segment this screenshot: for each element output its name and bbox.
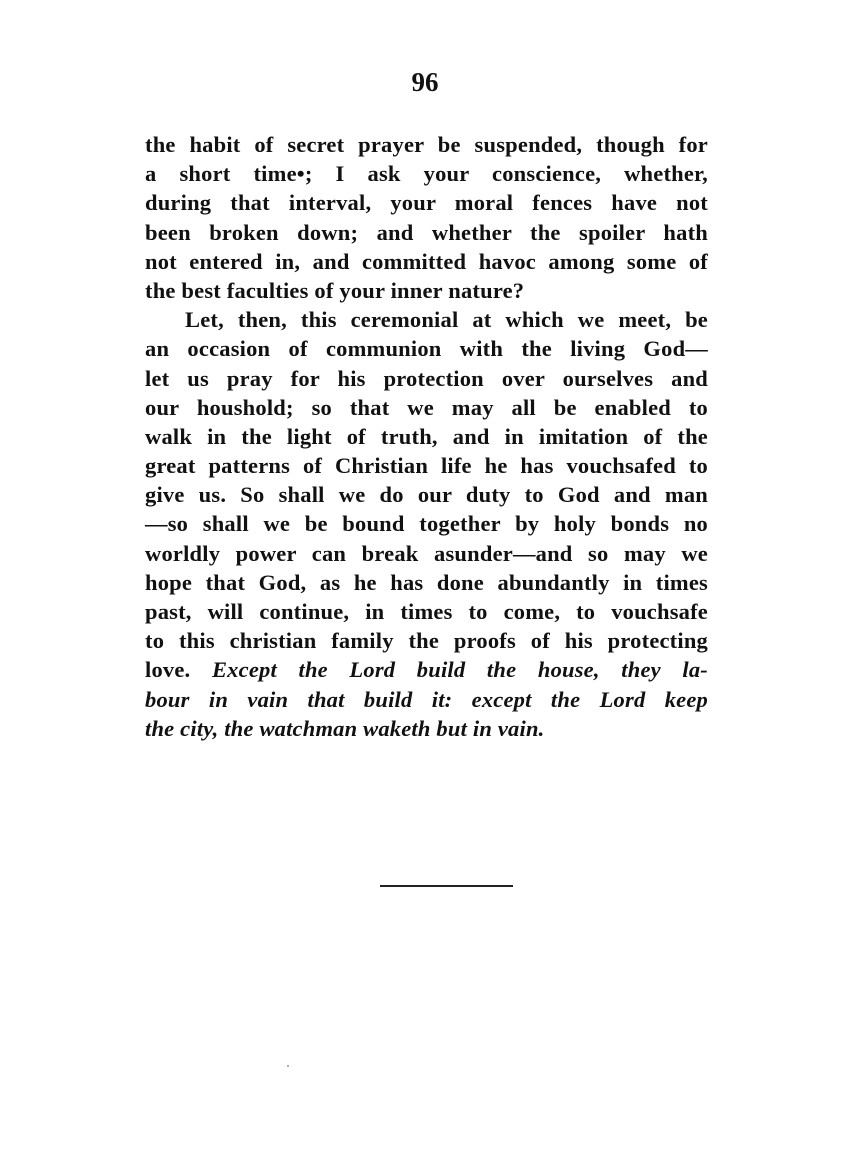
text-line: the best faculties of your inner nature? (145, 277, 525, 303)
italic-line: bour in vain that build it: except the Lord keep (145, 686, 708, 712)
text-line: been broken down; and whether the spoiler hath (145, 219, 708, 245)
text-line: let us pray for his protection over ourselves and (145, 365, 708, 391)
text-line: great patterns of Christian life he has vouchsafed to (145, 453, 708, 479)
text-line: the habit of secret prayer be suspended, though for (145, 132, 708, 157)
text-line: —so shall we be bound together by holy bonds no (145, 511, 708, 537)
section-divider-rule (380, 885, 513, 887)
text-line: past, will continue, in times to come, to vouchsafe (145, 599, 708, 624)
text-line: our houshold; so that we may all be enabled to (145, 394, 708, 420)
text-line: worldly power can break asunder—and so may we (145, 540, 708, 566)
text-line: hope that God, as he has done abundantly in times (145, 569, 708, 595)
italic-text: Except the Lord build the house, they la- (211, 657, 709, 683)
text-line: not entered in, and committed havoc among some of (145, 248, 708, 274)
roman-text: love. (145, 657, 191, 683)
italic-line: the city, the watchman waketh but in vain. (145, 715, 545, 741)
text-line: a short time•; I ask your conscience, whether, (145, 161, 708, 187)
body-text (145, 130, 708, 743)
text-line: during that interval, your moral fences have not (145, 190, 708, 216)
text-line: walk in the light of truth, and in imitation of the (145, 423, 708, 449)
text-line-mixed (145, 655, 708, 684)
paper-speck (287, 1065, 289, 1067)
text-line: to this christian family the proofs of his protecting (145, 628, 708, 654)
text-line: Let, then, this ceremonial at which we meet, be (185, 307, 708, 333)
page-number: 96 (411, 67, 439, 97)
text-line: give us. So shall we do our duty to God and man (145, 482, 708, 508)
text-line: an occasion of communion with the living God— (145, 336, 708, 362)
